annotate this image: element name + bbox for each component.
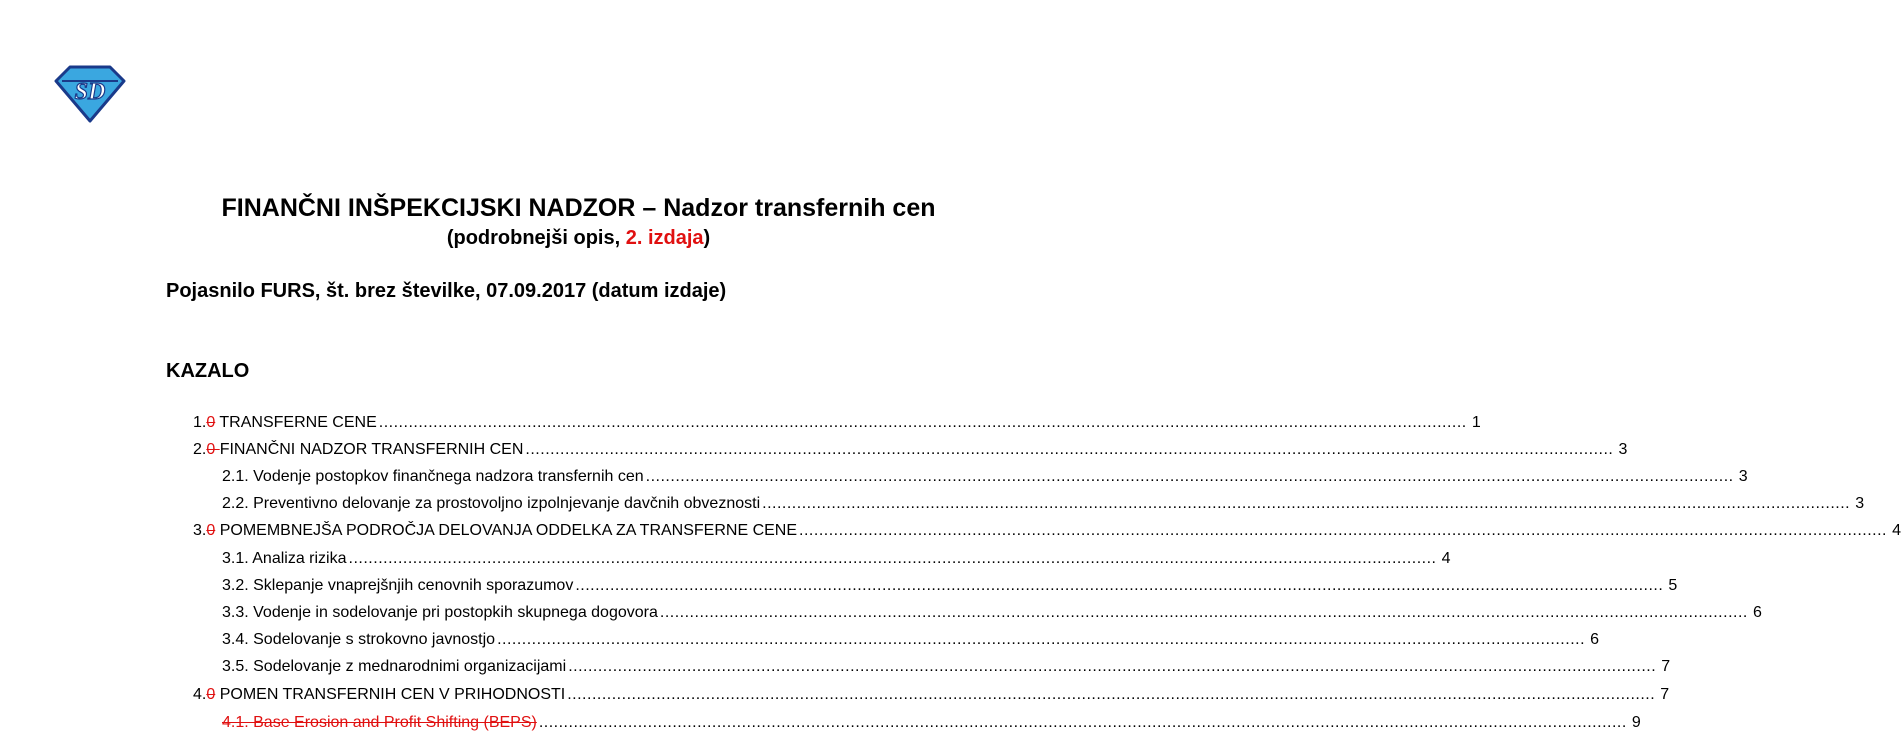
toc-entry[interactable] xyxy=(193,521,1901,541)
toc-entry[interactable] xyxy=(222,549,1451,569)
toc-entry[interactable] xyxy=(222,494,1865,514)
toc-entry-text: 3.4. Sodelovanje s strokovno javnostjo xyxy=(222,631,496,648)
toc-entry-page: 3 xyxy=(1618,441,1628,458)
toc-entry-page: 6 xyxy=(1752,604,1762,621)
document-title: FINANČNI INŠPEKCIJSKI NADZOR – Nadzor transfernih cen xyxy=(221,194,936,222)
toc-leader-dots: ............................................................................................................................................................................................................................ xyxy=(659,604,1748,621)
toc-entry-text: 2.2. Preventivno delovanje za prostovoljno izpolnjevanje davčnih obveznosti xyxy=(222,495,761,512)
toc-leader-dots: ............................................................................................................................................................................................................................ xyxy=(348,550,1437,567)
toc-entry-label xyxy=(222,713,537,733)
toc-entry[interactable] xyxy=(222,576,1678,596)
toc-entry-text: 2.1. Vodenje postopkov finančnega nadzora transfernih cen xyxy=(222,468,644,485)
toc-entry-deleted-digit: 0 xyxy=(206,686,216,703)
toc-entry-label xyxy=(222,576,573,596)
toc-entry-label xyxy=(222,603,658,623)
document-subtitle xyxy=(0,226,1157,250)
toc-entry-text: 4.1. Base Erosion and Profit Shifting (BEPS) xyxy=(222,714,537,731)
toc-leader-dots: ............................................................................................................................................................................................................................ xyxy=(799,522,1887,539)
toc-entry[interactable] xyxy=(222,630,1600,650)
toc-entry-number: 1. xyxy=(193,414,207,431)
toc-entry[interactable] xyxy=(222,467,1748,487)
toc-entry[interactable] xyxy=(222,603,1762,623)
toc-entry-text: 3.1. Analiza rizika xyxy=(222,550,347,567)
toc-entry-text: 3.5. Sodelovanje z mednarodnimi organizacijami xyxy=(222,658,567,675)
toc-entry-label xyxy=(222,467,644,487)
toc-entry-number: 3. xyxy=(193,522,207,539)
subtitle-edition: 2. izdaja xyxy=(625,227,704,249)
subtitle-open: (podrobnejši opis, xyxy=(446,227,626,249)
toc-entry-label xyxy=(222,657,566,677)
toc-entry-deleted-digit: 0 xyxy=(206,441,220,458)
toc-leader-dots: ............................................................................................................................................................................................................................ xyxy=(538,714,1627,731)
toc-entry-page: 4 xyxy=(1441,550,1451,567)
toc-entry[interactable] xyxy=(193,440,1628,460)
toc-entry-page: 5 xyxy=(1668,577,1678,594)
toc-entry-text: 3.3. Vodenje in sodelovanje pri postopkih skupnega dogovora xyxy=(222,604,658,621)
toc-entry-text: TRANSFERNE CENE xyxy=(215,414,377,431)
toc-entry-label xyxy=(193,685,565,705)
sd-diamond-logo-icon xyxy=(54,63,126,123)
toc-entry-page: 7 xyxy=(1660,686,1670,703)
toc-entry-number: 4. xyxy=(193,686,207,703)
toc-leader-dots: ............................................................................................................................................................................................................................ xyxy=(525,441,1614,458)
toc-entry-page: 1 xyxy=(1471,414,1481,431)
toc-entry-text: FINANČNI NADZOR TRANSFERNIH CEN xyxy=(219,441,524,458)
toc-leader-dots: ............................................................................................................................................................................................................................ xyxy=(567,686,1656,703)
toc-entry-page: 3 xyxy=(1855,495,1865,512)
toc-heading: KAZALO xyxy=(166,360,250,382)
toc-entry-deleted-digit: 0 xyxy=(206,414,216,431)
toc-entry-label xyxy=(193,521,797,541)
toc-entry-text: POMEMBNEJŠA PODROČJA DELOVANJA ODDELKA ZA TRANSFERNE CENE xyxy=(215,522,798,539)
toc-entry-label xyxy=(193,440,523,460)
toc-entry[interactable] xyxy=(193,413,1481,433)
toc-entry-page: 4 xyxy=(1892,522,1901,539)
toc-entry-label xyxy=(222,630,495,650)
toc-entry-deleted-digit: 0 xyxy=(206,522,216,539)
toc-entry[interactable] xyxy=(193,685,1670,705)
toc-entry-label xyxy=(222,494,760,514)
toc-entry-page: 6 xyxy=(1590,631,1600,648)
toc-entry-text: 3.2. Sklepanje vnaprejšnjih cenovnih sporazumov xyxy=(222,577,574,594)
toc-entry-number: 2. xyxy=(193,441,207,458)
toc-entry-page: 3 xyxy=(1738,468,1748,485)
toc-leader-dots: ............................................................................................................................................................................................................................ xyxy=(762,495,1851,512)
toc-leader-dots: ............................................................................................................................................................................................................................ xyxy=(568,658,1657,675)
toc-leader-dots: ............................................................................................................................................................................................................................ xyxy=(645,468,1734,485)
toc-entry-page: 9 xyxy=(1631,714,1641,731)
toc-leader-dots: ............................................................................................................................................................................................................................ xyxy=(575,577,1664,594)
toc-entry[interactable] xyxy=(222,657,1671,677)
subtitle-close: ) xyxy=(703,227,711,249)
toc-leader-dots: ............................................................................................................................................................................................................................ xyxy=(378,414,1467,431)
toc-entry[interactable] xyxy=(222,713,1641,733)
toc-entry-label xyxy=(193,413,377,433)
toc-entry-text: POMEN TRANSFERNIH CEN V PRIHODNOSTI xyxy=(215,686,566,703)
svg-text:SD: SD xyxy=(74,79,106,105)
toc-entry-label xyxy=(222,549,347,569)
toc-leader-dots: ............................................................................................................................................................................................................................ xyxy=(497,631,1586,648)
document-reference: Pojasnilo FURS, št. brez številke, 07.09.2017 (datum izdaje) xyxy=(166,280,727,302)
toc-entry-page: 7 xyxy=(1661,658,1671,675)
